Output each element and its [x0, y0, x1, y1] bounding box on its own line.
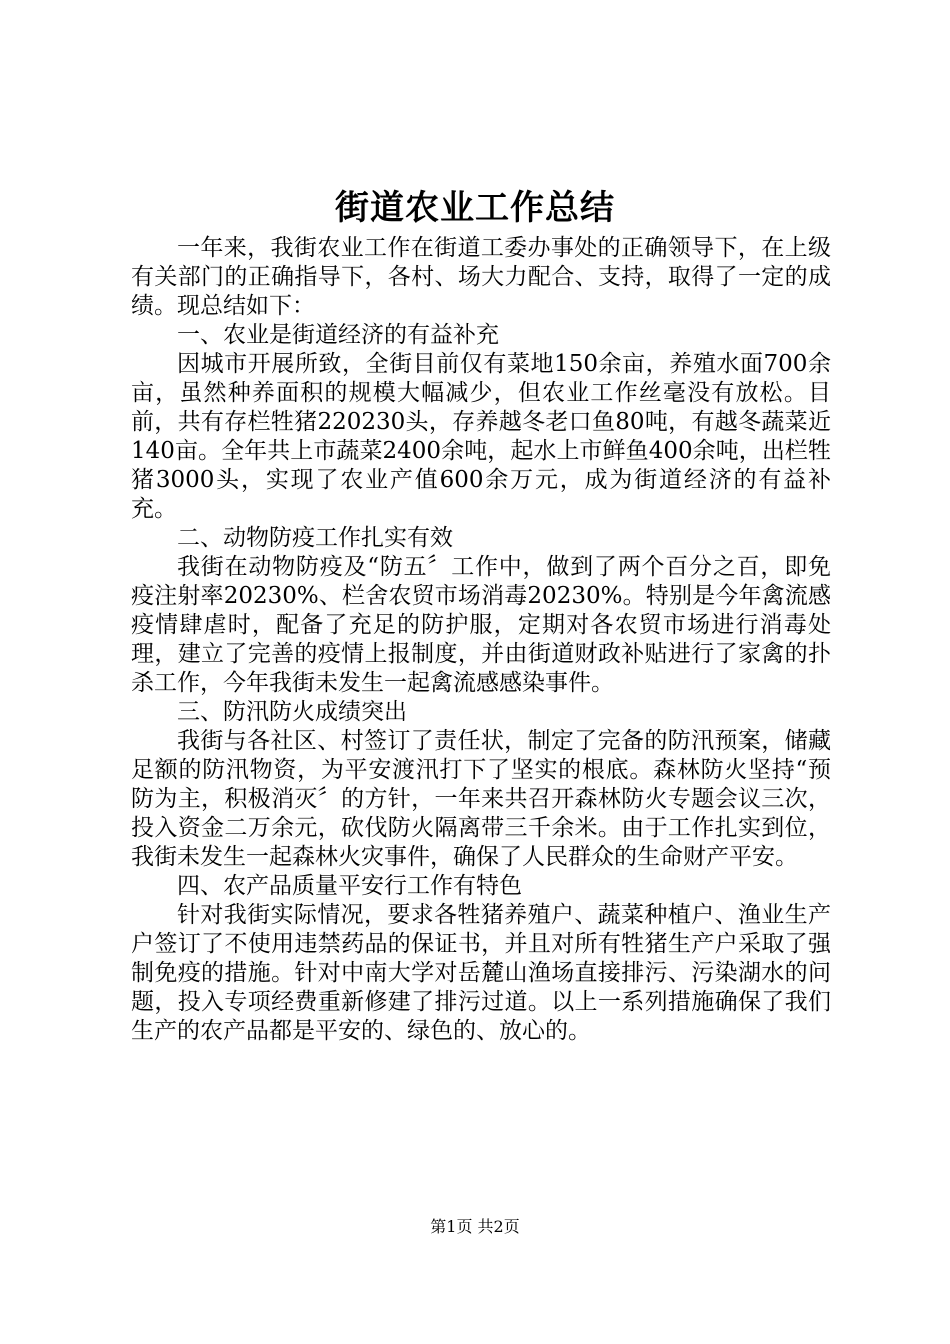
section-4-heading: 四、农产品质量平安行工作有特色 [177, 873, 522, 899]
section-2-heading: 二、动物防疫工作扎实有效 [177, 525, 453, 551]
document-body [131, 234, 831, 1046]
document-title: 街道农业工作总结 [335, 188, 615, 228]
intro-paragraph: 一年来，我街农业工作在街道工委办事处的正确领导下，在上级有关部门的正确指导下，各村、场大力配合、支持，取得了一定的成绩。现总结如下： [131, 235, 831, 319]
section-1-paragraph: 因城市开展所致，全街目前仅有菜地150余亩，养殖水面700余亩，虽然种养面积的规模大幅减少，但农业工作丝毫没有放松。目前，共有存栏牲猪220230头，存养越冬老口鱼80吨，有越冬蔬菜近140亩。全年共上市蔬菜2400余吨，起水上市鲜鱼400余吨，出栏牲猪3000头，实现了农业产值600余万元，成为街道经济的有益补充。 [131, 351, 831, 522]
page-number-footer: 第1页 共2页 [430, 1217, 520, 1236]
section-2-paragraph: 我街在动物防疫及“防五〞工作中，做到了两个百分之百，即免疫注射率20230%、栏舍农贸市场消毒20230%。特别是今年禽流感疫情肆虐时，配备了充足的防护服，定期对各农贸市场进行消毒处理，建立了完善的疫情上报制度，并由街道财政补贴进行了家禽的扑杀工作，今年我街未发生一起禽流感感染事件。 [131, 554, 831, 696]
section-4-paragraph: 针对我街实际情况，要求各牲猪养殖户、蔬菜种植户、渔业生产户签订了不使用违禁药品的保证书，并且对所有牲猪生产户采取了强制免疫的措施。针对中南大学对岳麓山渔场直接排污、污染湖水的问题，投入专项经费重新修建了排污过道。以上一系列措施确保了我们生产的农产品都是平安的、绿色的、放心的。 [131, 902, 831, 1044]
section-3-paragraph: 我街与各社区、村签订了责任状，制定了完备的防汛预案，储藏足额的防汛物资，为平安渡汛打下了坚实的根底。森林防火坚持“预防为主，积极消灭〞的方针，一年来共召开森林防火专题会议三次，投入资金二万余元，砍伐防火隔离带三千余米。由于工作扎实到位，我街未发生一起森林火灾事件，确保了人民群众的生命财产平安。 [131, 728, 831, 870]
section-1-heading: 一、农业是街道经济的有益补充 [177, 322, 499, 348]
section-3-heading: 三、防汛防火成绩突出 [177, 699, 407, 725]
